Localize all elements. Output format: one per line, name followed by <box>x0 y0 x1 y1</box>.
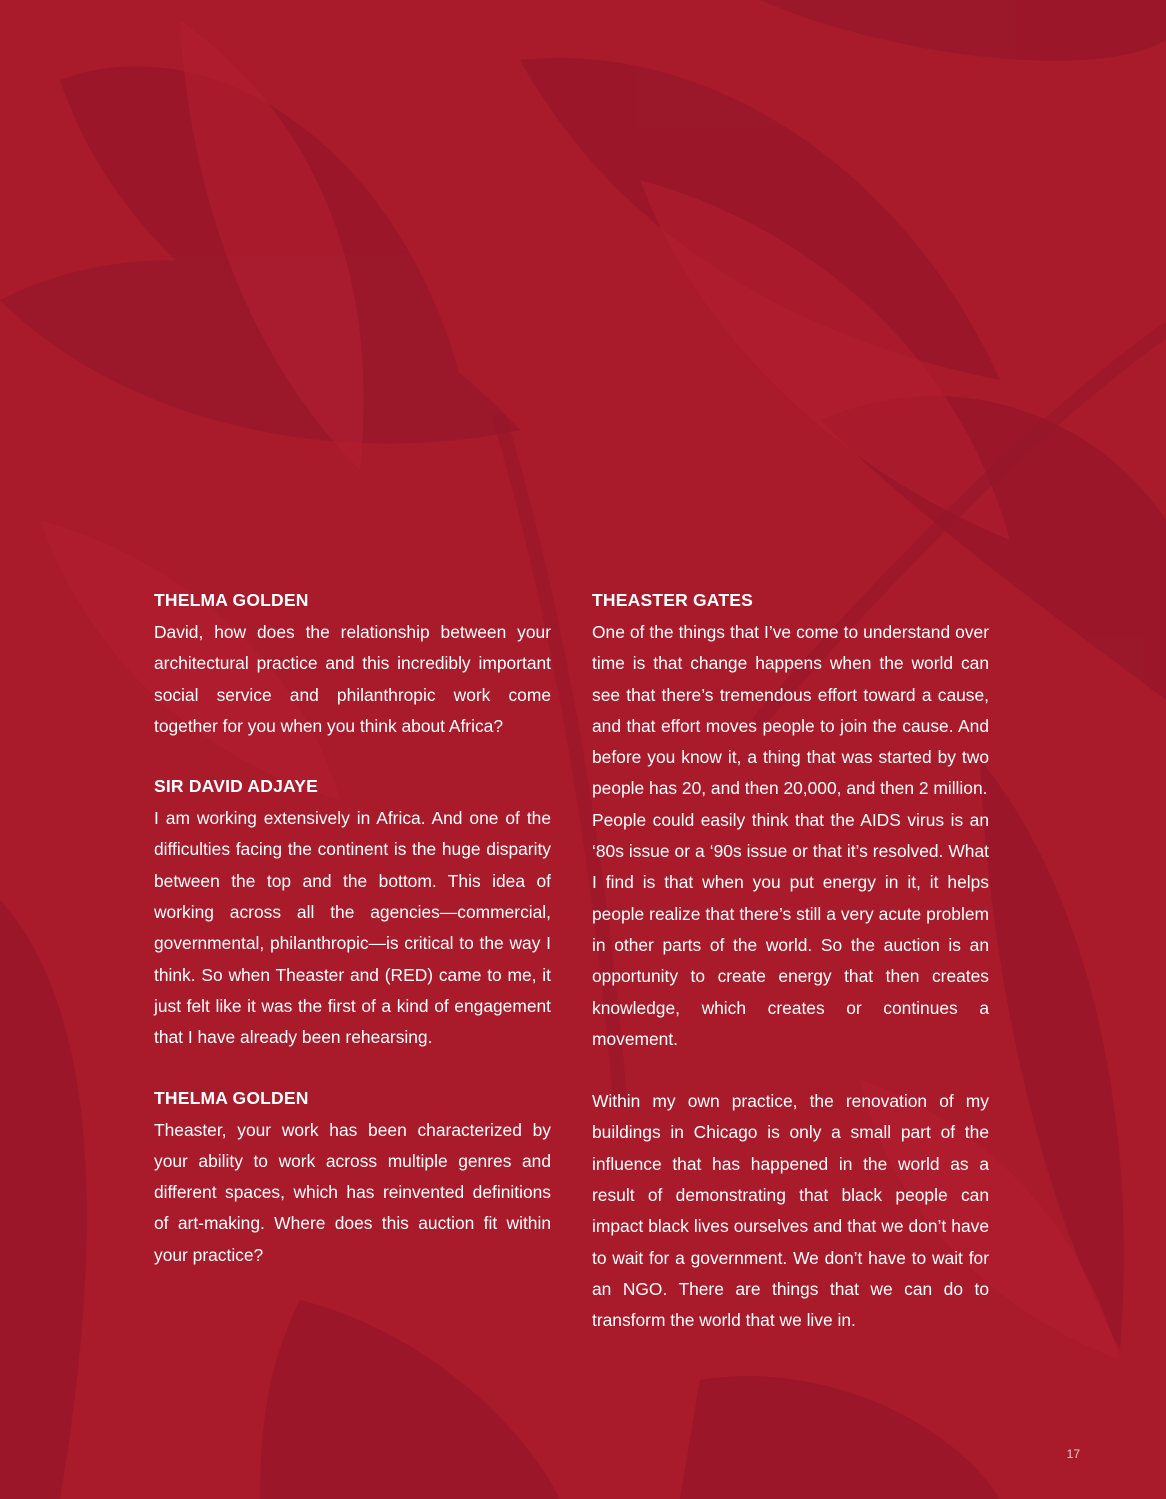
paragraph: One of the things that I’ve come to understand over time is that change happens when the world can see that there’s tremendous effort toward a cause, and that effort moves people to join the cause. And before you know it, a thing that was started by two people has 20, and then 20,000, and then 2 million. <box>592 622 989 799</box>
paragraph: People could easily think that the AIDS virus is an ‘80s issue or a ‘90s issue or that it’s resolved. What I find is that when you put energy in it, it helps people realize that there’s still a very acute problem in other parts of the world. So the auction is an opportunity to create energy that then creates knowledge, which creates or continues a movement. <box>592 809 989 1049</box>
speaker-name: THELMA GOLDEN <box>154 590 309 610</box>
left-column <box>154 587 551 1271</box>
paragraph: I am working extensively in Africa. And one of the difficulties facing the continent is the huge disparity between the top and the bottom. This idea of working across all the agencies—commercial, governmental, philanthropic—is critical to the way I think. So when Theaster and (RED) came to me, it just felt like it was the first of a kind of engagement that I have already been rehearsing. <box>154 808 551 1048</box>
speaker-name: THELMA GOLDEN <box>154 1087 309 1108</box>
paragraph: Theaster, your work has been characterized by your ability to work across multiple genres and different spaces, which has reinvented definitions of art-making. Where does this auction fit within your practice? <box>154 1119 551 1265</box>
page-number: 17 <box>1066 1447 1080 1461</box>
dialogue-block-thelma-golden-2 <box>154 1085 551 1271</box>
paragraph: David, how does the relationship between your architectural practice and this incredibly important social service and philanthropic work come together for you when you think about Africa? <box>154 622 551 736</box>
right-column <box>592 587 989 1337</box>
speaker-name: SIR DAVID ADJAYE <box>154 776 318 797</box>
dialogue-block-thelma-golden-1 <box>154 587 551 742</box>
paragraph: Within my own practice, the renovation of my buildings in Chicago is only a small part of the influence that has happened in the world as a result of demonstrating that black people can impact black lives ourselves and that we don’t have to wait for a government. We don’t have to wait for an NGO. There are things that we can do to transform the world that we live in. <box>592 1091 989 1331</box>
dialogue-block-sir-david-adjaye <box>154 773 551 1053</box>
dialogue-block-theaster-gates <box>592 587 989 1337</box>
speaker-name: THEASTER GATES <box>592 590 753 610</box>
